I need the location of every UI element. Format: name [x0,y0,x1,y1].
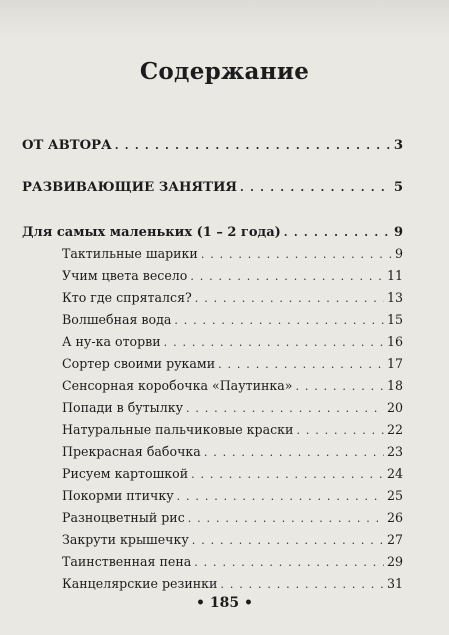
toc-item-label: Покорми птичку [62,488,174,503]
toc-page-number: 5 [393,180,403,195]
footer-bullet-right: • [243,595,253,611]
page-footer [0,595,449,611]
toc-page-number: 9 [394,246,403,261]
toc-leader [295,380,384,393]
toc-item [62,488,403,503]
toc-item-label: Сортер своими руками [62,356,216,371]
toc-item [62,400,403,415]
page-title: Содержание [139,58,310,85]
toc-section-label: ОТ АВТОРА [22,138,112,153]
toc-page-number: 9 [393,225,403,240]
toc-item [62,532,403,547]
toc-page-number: 17 [386,356,403,371]
toc-group-label: Для самых маленьких (1 – 2 года) [22,225,281,240]
toc-item [62,444,403,459]
toc-item [62,356,403,371]
toc-item-label: Таинственная пена [62,554,192,569]
toc-page-number: 18 [386,378,403,393]
toc-group [22,225,403,240]
toc-item [62,334,403,349]
toc-page-number: 16 [386,334,403,349]
toc-leader [192,534,384,547]
toc-item [62,422,403,437]
toc-item-label: Учим цвета весело [62,268,188,283]
toc-leader [188,512,384,525]
toc-leader [284,226,391,239]
toc-item-label: Тактильные шарики [62,246,198,261]
toc-item [62,268,403,283]
toc-item-label: Сенсорная коробочка «Паутинка» [62,378,293,393]
toc-page-number: 13 [386,290,403,305]
footer-bullet-left: • [196,595,205,611]
page-top-bleed [0,0,449,38]
toc-item [62,378,403,393]
toc-leader [201,248,392,261]
toc-item [62,290,403,305]
toc-item [62,246,403,261]
toc-page-number: 11 [386,268,403,283]
toc-page-number: 3 [393,138,403,153]
toc-page-number: 27 [386,532,403,547]
toc-item-label: Кто где спрятался? [62,290,192,305]
toc-page-number: 25 [386,488,403,503]
toc-section-label: РАЗВИВАЮЩИЕ ЗАНЯТИЯ [22,180,238,195]
toc-item-label: Канцелярские резинки [62,576,218,591]
toc-page-number: 23 [386,444,403,459]
toc-leader [177,490,384,503]
page-number: 185 [209,595,240,611]
toc-item-label: Попади в бутылку [62,400,183,415]
toc-item-label: Закрути крышечку [62,532,189,547]
toc-page-number: 26 [386,510,403,525]
toc-leader [220,578,384,591]
toc-leader [194,556,384,569]
toc-leader [191,468,384,481]
toc-page-number: 22 [386,422,403,437]
toc-page-number: 20 [386,400,403,415]
toc-page-number: 24 [386,466,403,481]
toc-leader [186,402,384,415]
toc-leader [296,424,384,437]
toc-leader [164,336,384,349]
toc-section [22,138,403,153]
toc-item-label: Натуральные пальчиковые краски [62,422,294,437]
toc-leader [240,181,391,194]
toc-leader [174,314,384,327]
toc-leader [115,139,391,152]
toc-page-number: 31 [386,576,403,591]
toc-page-number: 15 [386,312,403,327]
toc-item [62,554,403,569]
toc-item [62,510,403,525]
toc-item [62,466,403,481]
toc-item-label: Рисуем картошкой [62,466,189,481]
toc-item-label: Прекрасная бабочка [62,444,201,459]
toc-item [62,576,403,591]
toc-section [22,180,403,195]
toc-leader [218,358,384,371]
toc-item-label: Волшебная вода [62,312,172,327]
toc-page-number: 29 [386,554,403,569]
toc-leader [190,270,384,283]
toc-leader [195,292,384,305]
toc-item-label: Разноцветный рис [62,510,185,525]
toc-leader [204,446,384,459]
toc-item-label: А ну-ка оторви [62,334,161,349]
toc-item [62,312,403,327]
